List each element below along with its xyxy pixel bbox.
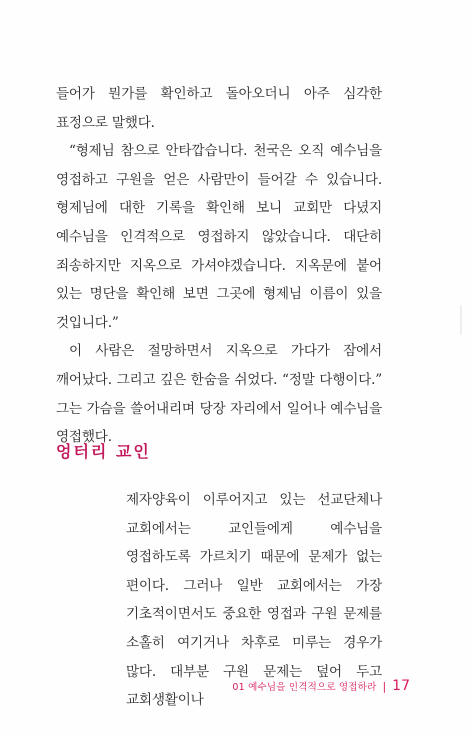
page-edge-mark [460, 305, 462, 335]
chapter-title: 01 예수님을 인격적으로 영접하라 [232, 682, 377, 693]
section-heading: 엉터리 교인 [56, 442, 151, 461]
footer-separator: | [382, 680, 387, 693]
paragraph-section-intro: 제자양육이 이루어지고 있는 선교단체나 교회에서는 교인들에게 예수님을 영접하도록 가르치기 때문에 문제가 없는 편이다. 그러나 일반 교회에서는 가장 기초적이면서도 중요한 영접과 구원 문제를 소홀히 여기거나 차후로 미루는 경우가 많다. 대부분 구원 문제는 덮어 두고 교회생활이나 [126, 492, 382, 709]
paragraph-continued: 들어가 뭔가를 확인하고 돌아오더니 아주 심각한 표정으로 말했다. [56, 86, 382, 131]
paragraph-quote: “형제님 참으로 안타깝습니다. 천국은 오직 예수님을 영접하고 구원을 얻은 사람만이 들어갈 수 있습니다. 형제님에 대한 기록을 확인해 보니 교회만 다녔지 예수님을 인격적으로 영접하지 않았습니다. 대단히 죄송하지만 지옥으로 가셔야겠습니다. 지옥문에 붙어 있는 명단을 확인해 보면 그곳에 형제님 이름이 있을 것입니다.” [56, 143, 382, 331]
running-footer [232, 678, 410, 694]
body-text-upper [56, 80, 382, 452]
page-number: 17 [392, 678, 410, 694]
paragraph-awakening: 이 사람은 절망하면서 지옥으로 가다가 잠에서 깨어났다. 그리고 깊은 한숨을 쉬었다. “정말 다행이다.” 그는 가슴을 쓸어내리며 당장 자리에서 일어나 예수님을 영접했다. [56, 343, 382, 446]
